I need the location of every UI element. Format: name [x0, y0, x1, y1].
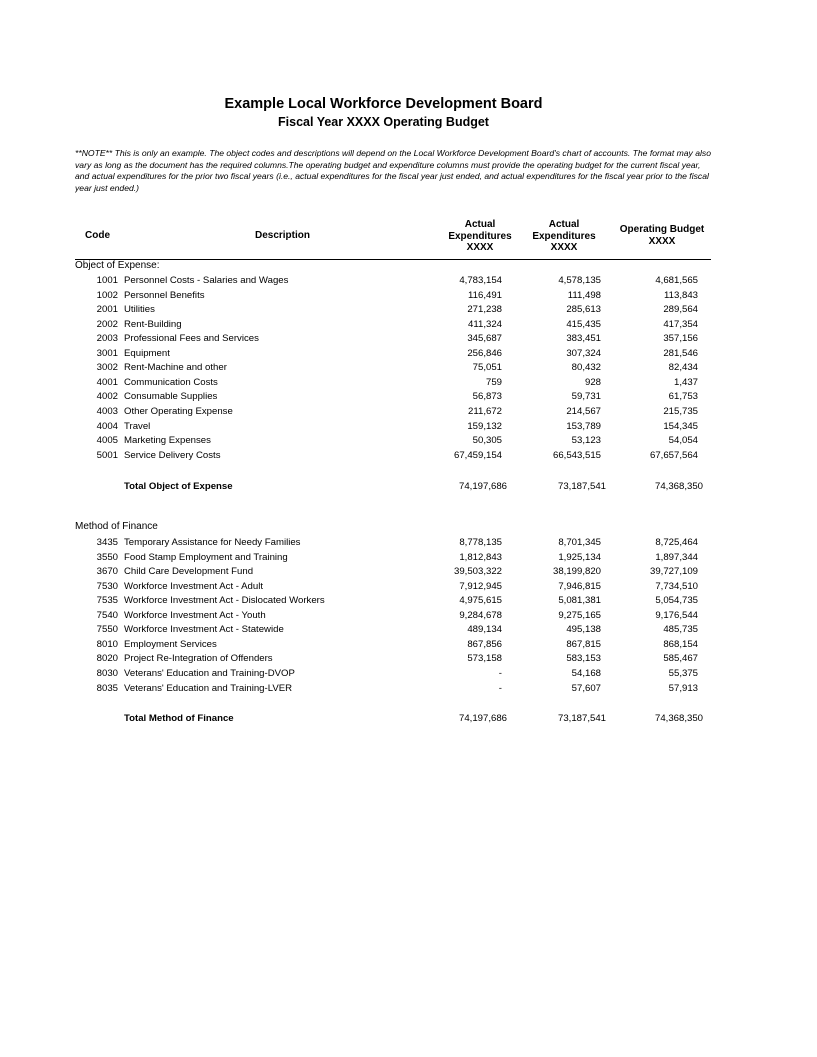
row-operating-budget: 61,753 — [668, 391, 698, 403]
total-actual-2: 73,187,541 — [557, 713, 606, 724]
row-actual-2: 583,153 — [566, 653, 601, 665]
row-description: Temporary Assistance for Needy Families — [124, 537, 301, 548]
row-actual-2: 53,123 — [571, 435, 601, 447]
header-actual-2-line1: Actual — [548, 219, 580, 230]
row-code: 7535 — [96, 595, 118, 607]
row-actual-1: 116,491 — [468, 289, 502, 301]
table-row — [0, 624, 817, 638]
header-actual-1-line1: Actual — [464, 219, 496, 230]
header-operating-line1: Operating Budget — [619, 224, 705, 235]
table-row — [0, 377, 817, 391]
table-row — [0, 450, 817, 464]
table-row — [0, 421, 817, 435]
row-operating-budget: 7,734,510 — [655, 580, 698, 592]
table-row — [0, 304, 817, 318]
table-row — [0, 668, 817, 682]
row-actual-2: 495,138 — [566, 624, 601, 636]
row-operating-budget: 485,735 — [663, 624, 698, 636]
row-actual-1: 256,846 — [467, 347, 502, 359]
row-actual-1: 39,503,322 — [453, 566, 502, 578]
row-description: Rent-Machine and other — [124, 362, 227, 374]
total-method-of-finance-row — [0, 713, 817, 727]
row-operating-budget: 154,345 — [663, 420, 698, 432]
section-object-of-expense: Object of Expense: — [75, 260, 160, 271]
row-code: 8030 — [96, 667, 118, 679]
row-actual-1: 411,324 — [468, 318, 502, 330]
table-row — [0, 275, 817, 289]
row-actual-2: 66,543,515 — [552, 449, 601, 461]
row-operating-budget: 417,354 — [663, 318, 698, 330]
row-code: 4005 — [96, 435, 118, 447]
note-paragraph: **NOTE** This is only an example. The object codes and descriptions will depend on the Local Workforce Development Board's chart of accounts. The format may also vary as long as the document has the required columns.The operating budget and expenditure columns must provide the operating budget for the current fiscal year, and actual expenditures for the prior two fiscal years (i.e., actual expenditures for the fiscal year just ended, and actual expenditures for the fiscal year prior to the fiscal year just ended.) — [75, 148, 711, 193]
row-actual-1: 489,134 — [467, 624, 502, 636]
row-actual-1: 759 — [485, 376, 502, 388]
row-actual-1: 7,912,945 — [459, 580, 502, 592]
header-actual-1 — [434, 219, 526, 254]
row-actual-2: 38,199,820 — [552, 566, 601, 578]
row-description: Project Re-Integration of Offenders — [124, 653, 273, 665]
row-description: Consumable Supplies — [124, 391, 218, 403]
row-actual-2: 54,168 — [571, 667, 601, 679]
table-row — [0, 683, 817, 697]
row-description: Workforce Investment Act - Youth — [124, 609, 266, 621]
row-actual-2: 307,324 — [566, 347, 601, 359]
header-operating-line2: XXXX — [648, 235, 676, 247]
row-actual-2: 111,498 — [567, 289, 601, 301]
table-row — [0, 391, 817, 405]
row-operating-budget: 5,054,735 — [655, 595, 698, 607]
row-operating-budget: 4,681,565 — [655, 275, 698, 286]
row-operating-budget: 54,054 — [668, 435, 698, 447]
row-code: 3001 — [96, 347, 118, 359]
row-actual-1: 345,687 — [467, 333, 502, 345]
row-actual-1: 56,873 — [472, 391, 502, 403]
header-operating-budget — [612, 224, 712, 247]
row-operating-budget: 113,843 — [664, 289, 698, 301]
row-actual-2: 285,613 — [566, 304, 601, 316]
row-actual-1: 573,158 — [467, 653, 502, 665]
row-code: 7530 — [96, 580, 118, 592]
row-code: 5001 — [96, 449, 118, 461]
table-row — [0, 566, 817, 580]
row-operating-budget: 55,375 — [668, 667, 698, 679]
row-actual-2: 9,275,165 — [558, 609, 601, 621]
row-code: 3002 — [96, 362, 118, 374]
row-code: 3670 — [96, 566, 118, 578]
row-description: Professional Fees and Services — [124, 333, 259, 345]
table-row — [0, 537, 817, 551]
row-description: Workforce Investment Act - Adult — [124, 580, 263, 592]
row-description: Child Care Development Fund — [124, 566, 254, 578]
row-description: Workforce Investment Act - Statewide — [124, 624, 284, 636]
row-description: Other Operating Expense — [124, 405, 233, 417]
table-row — [0, 610, 817, 624]
row-operating-budget: 357,156 — [663, 333, 698, 345]
row-actual-2: 867,815 — [566, 638, 601, 650]
row-actual-2: 928 — [584, 376, 601, 388]
row-code: 8010 — [96, 638, 118, 650]
row-code: 1002 — [96, 289, 118, 301]
table-row — [0, 319, 817, 333]
row-actual-2: 7,946,815 — [558, 580, 601, 592]
total-label: Total Method of Finance — [124, 713, 234, 724]
row-code: 4003 — [96, 405, 118, 417]
row-actual-2: 153,789 — [566, 420, 601, 432]
table-row — [0, 290, 817, 304]
row-actual-2: 57,607 — [571, 682, 601, 694]
row-actual-2: 5,081,381 — [558, 595, 601, 607]
total-actual-2: 73,187,541 — [557, 481, 606, 492]
table-row — [0, 333, 817, 347]
row-description: Veterans' Education and Training-LVER — [124, 682, 293, 694]
total-operating-budget: 74,368,350 — [654, 481, 703, 492]
table-row — [0, 362, 817, 376]
row-actual-1: 867,856 — [467, 638, 502, 650]
row-description: Personnel Costs - Salaries and Wages — [124, 275, 289, 286]
row-code: 8020 — [96, 653, 118, 665]
row-actual-2: 80,432 — [571, 362, 601, 374]
header-code: Code — [85, 230, 110, 241]
table-row — [0, 406, 817, 420]
row-actual-2: 1,925,134 — [558, 551, 601, 563]
header-actual-2 — [518, 219, 610, 254]
row-description: Utilities — [124, 304, 155, 316]
header-actual-1-line3: XXXX — [466, 242, 494, 253]
row-actual-1: 75,051 — [472, 362, 502, 374]
total-operating-budget: 74,368,350 — [654, 713, 703, 724]
row-actual-2: 214,567 — [566, 405, 601, 417]
total-object-of-expense-row — [0, 481, 817, 495]
row-code: 2002 — [96, 318, 118, 330]
total-actual-1: 74,197,686 — [458, 481, 507, 492]
row-code: 3550 — [96, 551, 118, 563]
row-operating-budget: 1,897,344 — [655, 551, 698, 563]
header-actual-2-line3: XXXX — [550, 242, 578, 253]
row-description: Marketing Expenses — [124, 435, 211, 447]
row-operating-budget: 289,564 — [663, 304, 698, 316]
row-operating-budget: 9,176,544 — [655, 609, 698, 621]
header-actual-2-line2: Expenditures — [532, 230, 596, 242]
row-description: Equipment — [124, 347, 170, 359]
row-operating-budget: 57,913 — [668, 682, 698, 694]
row-code: 2001 — [96, 304, 118, 316]
table-row — [0, 639, 817, 653]
row-actual-2: 8,701,345 — [558, 537, 601, 548]
row-code: 7550 — [96, 624, 118, 636]
row-description: Travel — [124, 420, 151, 432]
row-actual-1: 4,783,154 — [459, 275, 502, 286]
row-operating-budget: 67,657,564 — [649, 449, 698, 461]
total-label: Total Object of Expense — [124, 481, 233, 492]
row-operating-budget: 585,467 — [663, 653, 698, 665]
row-actual-1: 271,238 — [467, 304, 502, 316]
row-actual-1: 1,812,843 — [459, 551, 502, 563]
row-operating-budget: 82,434 — [668, 362, 698, 374]
table-row — [0, 653, 817, 667]
row-description: Food Stamp Employment and Training — [124, 551, 288, 563]
row-actual-1: 9,284,678 — [459, 609, 502, 621]
row-actual-1: 50,305 — [472, 435, 502, 447]
total-actual-1: 74,197,686 — [458, 713, 507, 724]
row-description: Employment Services — [124, 638, 217, 650]
row-actual-2: 4,578,135 — [558, 275, 601, 286]
row-actual-1: - — [498, 682, 502, 694]
header-actual-1-line2: Expenditures — [448, 230, 512, 242]
header-divider — [75, 259, 711, 260]
row-code: 8035 — [96, 682, 118, 694]
table-row — [0, 435, 817, 449]
row-actual-2: 383,451 — [566, 333, 601, 345]
row-description: Workforce Investment Act - Dislocated Workers — [124, 595, 325, 607]
row-description: Veterans' Education and Training-DVOP — [124, 667, 295, 679]
row-actual-2: 415,435 — [566, 318, 601, 330]
table-row — [0, 581, 817, 595]
row-code: 3435 — [96, 537, 118, 548]
row-code: 4002 — [96, 391, 118, 403]
header-description: Description — [254, 230, 310, 241]
row-actual-1: 4,975,615 — [459, 595, 502, 607]
row-description: Service Delivery Costs — [124, 449, 221, 461]
page-subtitle: Fiscal Year XXXX Operating Budget — [278, 115, 489, 129]
row-code: 1001 — [96, 275, 118, 286]
row-operating-budget: 215,735 — [663, 405, 698, 417]
row-operating-budget: 8,725,464 — [655, 537, 698, 548]
row-actual-1: 159,132 — [467, 420, 502, 432]
row-code: 7540 — [96, 609, 118, 621]
row-description: Personnel Benefits — [124, 289, 205, 301]
row-actual-1: 211,672 — [468, 405, 502, 417]
table-row — [0, 552, 817, 566]
section-method-of-finance: Method of Finance — [75, 521, 158, 532]
row-code: 4004 — [96, 420, 118, 432]
row-code: 2003 — [96, 333, 118, 345]
table-row — [0, 595, 817, 609]
row-operating-budget: 868,154 — [663, 638, 698, 650]
row-actual-2: 59,731 — [571, 391, 601, 403]
row-description: Communication Costs — [124, 376, 218, 388]
row-actual-1: 8,778,135 — [459, 537, 502, 548]
row-description: Rent-Building — [124, 318, 182, 330]
table-row — [0, 348, 817, 362]
row-code: 4001 — [96, 376, 118, 388]
row-actual-1: 67,459,154 — [453, 449, 502, 461]
page-title: Example Local Workforce Development Board — [224, 96, 543, 112]
row-operating-budget: 39,727,109 — [649, 566, 698, 578]
row-operating-budget: 1,437 — [673, 376, 698, 388]
row-actual-1: - — [498, 667, 502, 679]
row-operating-budget: 281,546 — [663, 347, 698, 359]
